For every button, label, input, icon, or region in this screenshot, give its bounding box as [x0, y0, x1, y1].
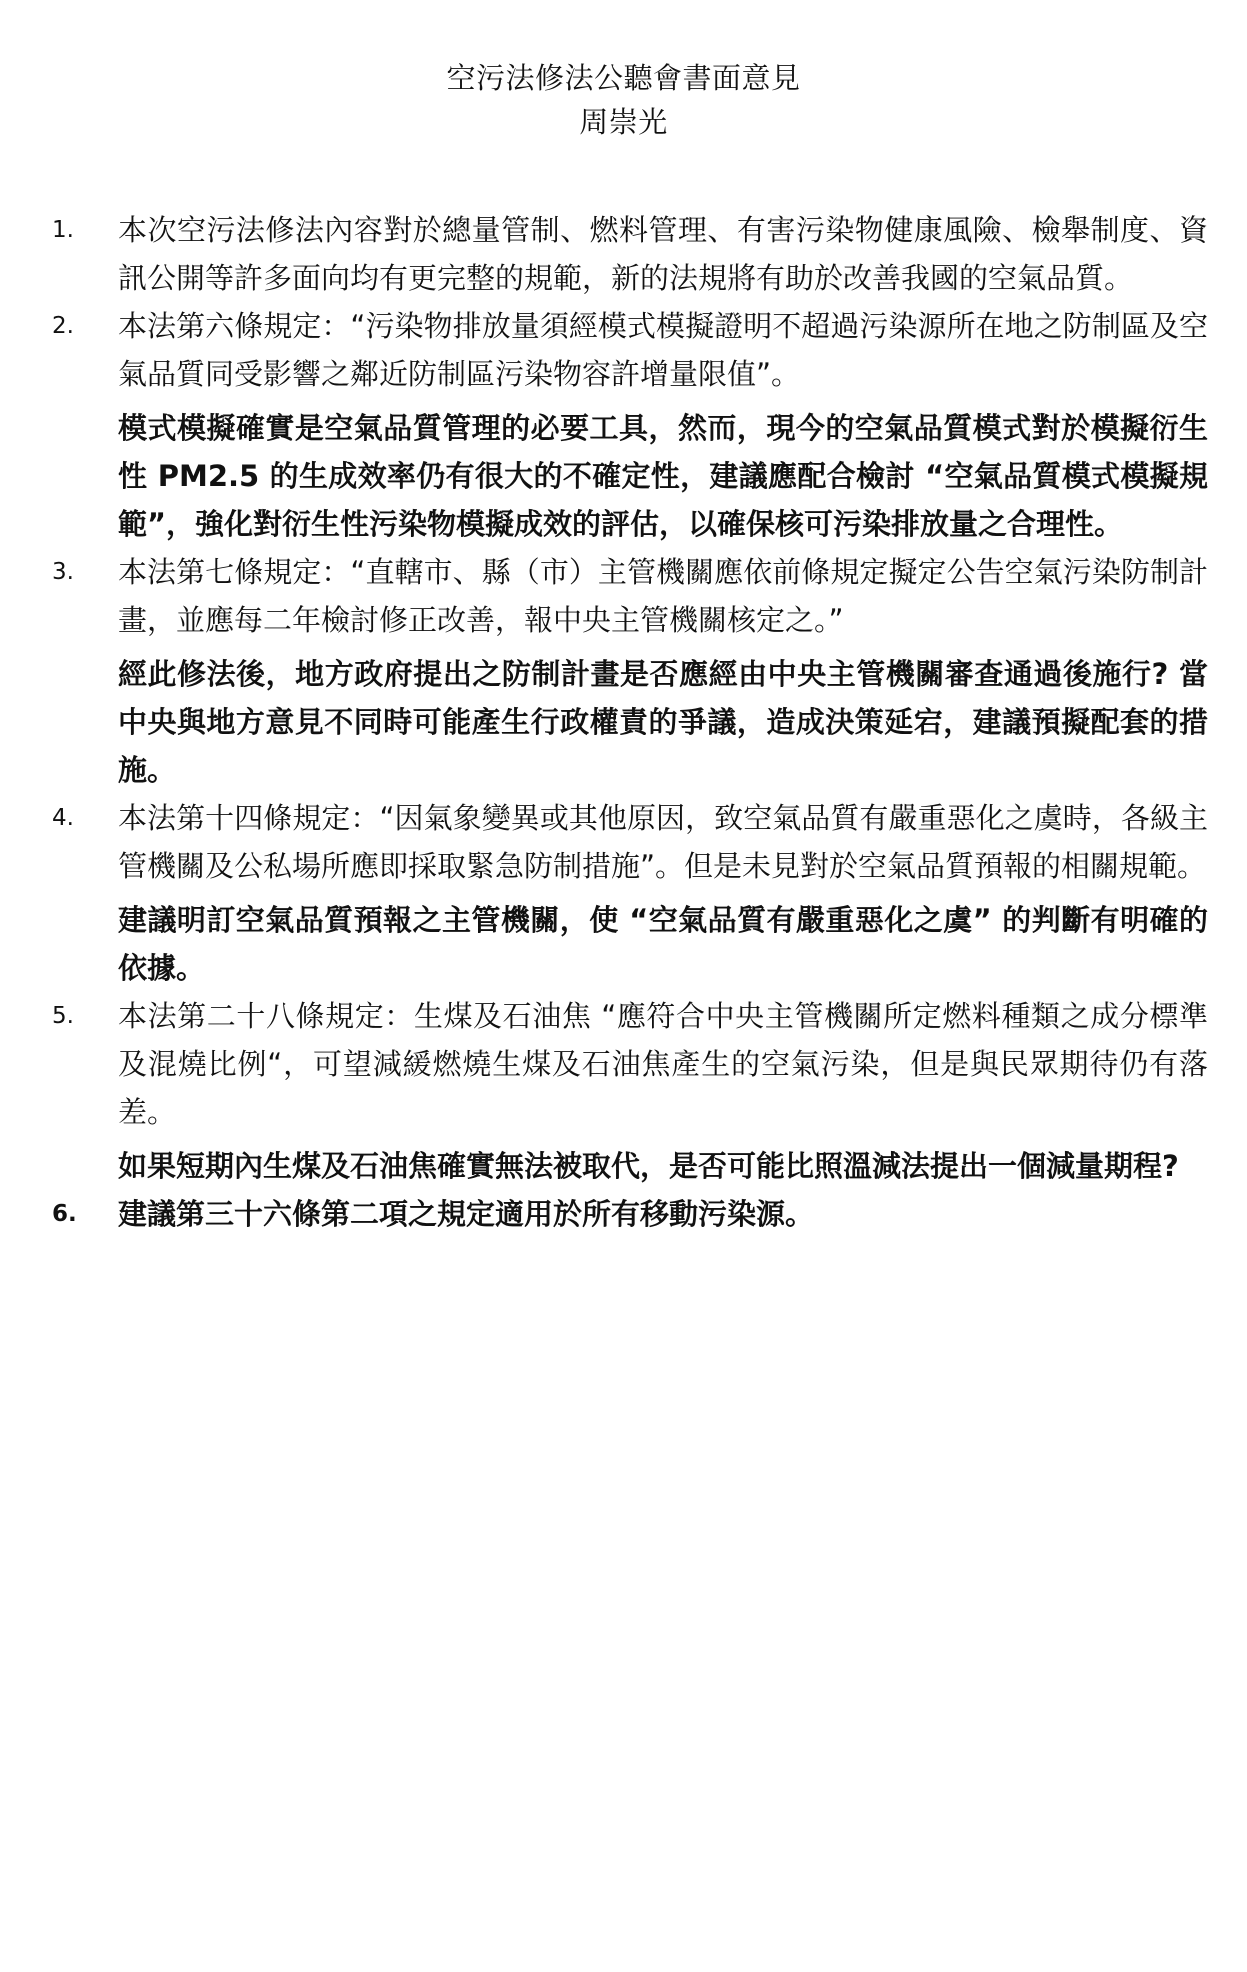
- item-comment: 如果短期內生煤及石油焦確實無法被取代，是否可能比照溫減法提出一個減量期程?: [118, 1149, 1179, 1183]
- item-number: 5.: [52, 1003, 74, 1029]
- item-number: 4.: [52, 805, 74, 831]
- item-comment: 模式模擬確實是空氣品質管理的必要工具，然而，現今的空氣品質模式對於模擬衍生性 PM2.5 的生成效率仍有很大的不確定性，建議應配合檢討 “空氣品質模式模擬規範”，強化對衍生性污染物模擬成效的評估，以確保核可污染排放量之合理性。: [118, 411, 1208, 541]
- list-item-5: [0, 992, 1247, 1190]
- item-paragraph: 本法第二十八條規定：生煤及石油焦 “應符合中央主管機關所定燃料種類之成分標準及混燒比例“，可望減緩燃燒生煤及石油焦產生的空氣污染，但是與民眾期待仍有落差。: [118, 999, 1208, 1129]
- item-paragraph: 本次空污法修法內容對於總量管制、燃料管理、有害污染物健康風險、檢舉制度、資訊公開等許多面向均有更完整的規範，新的法規將有助於改善我國的空氣品質。: [118, 213, 1208, 295]
- item-paragraph: 本法第十四條規定：“因氣象變異或其他原因，致空氣品質有嚴重惡化之虞時，各級主管機關及公私場所應即採取緊急防制措施”。但是未見對於空氣品質預報的相關規範。: [118, 801, 1208, 883]
- item-paragraph: 本法第六條規定：“污染物排放量須經模式模擬證明不超過污染源所在地之防制區及空氣品質同受影響之鄰近防制區污染物容許增量限值”。: [118, 309, 1208, 391]
- list-item-1: [0, 206, 1247, 302]
- item-paragraph: 本法第七條規定：“直轄市、縣（市）主管機關應依前條規定擬定公告空氣污染防制計畫，並應每二年檢討修正改善，報中央主管機關核定之。”: [118, 555, 1208, 637]
- item-number: 6.: [52, 1201, 77, 1227]
- list-item-2: [0, 302, 1247, 548]
- item-comment: 建議明訂空氣品質預報之主管機關，使 “空氣品質有嚴重惡化之虞” 的判斷有明確的依據。: [118, 903, 1208, 985]
- numbered-list: [0, 206, 1247, 1238]
- list-item-6: [0, 1190, 1247, 1238]
- item-number: 3.: [52, 559, 74, 585]
- item-comment: 建議第三十六條第二項之規定適用於所有移動污染源。: [118, 1197, 815, 1231]
- item-number: 1.: [52, 217, 74, 243]
- document-author: 周崇光: [579, 105, 668, 139]
- document-title: 空污法修法公聽會書面意見: [446, 61, 801, 95]
- item-number: 2.: [52, 313, 74, 339]
- list-item-4: [0, 794, 1247, 992]
- item-comment: 經此修法後，地方政府提出之防制計畫是否應經由中央主管機關審查通過後施行? 當中央與地方意見不同時可能產生行政權責的爭議，造成決策延宕，建議預擬配套的措施。: [118, 657, 1208, 787]
- title-block: [0, 56, 1247, 144]
- list-item-3: [0, 548, 1247, 794]
